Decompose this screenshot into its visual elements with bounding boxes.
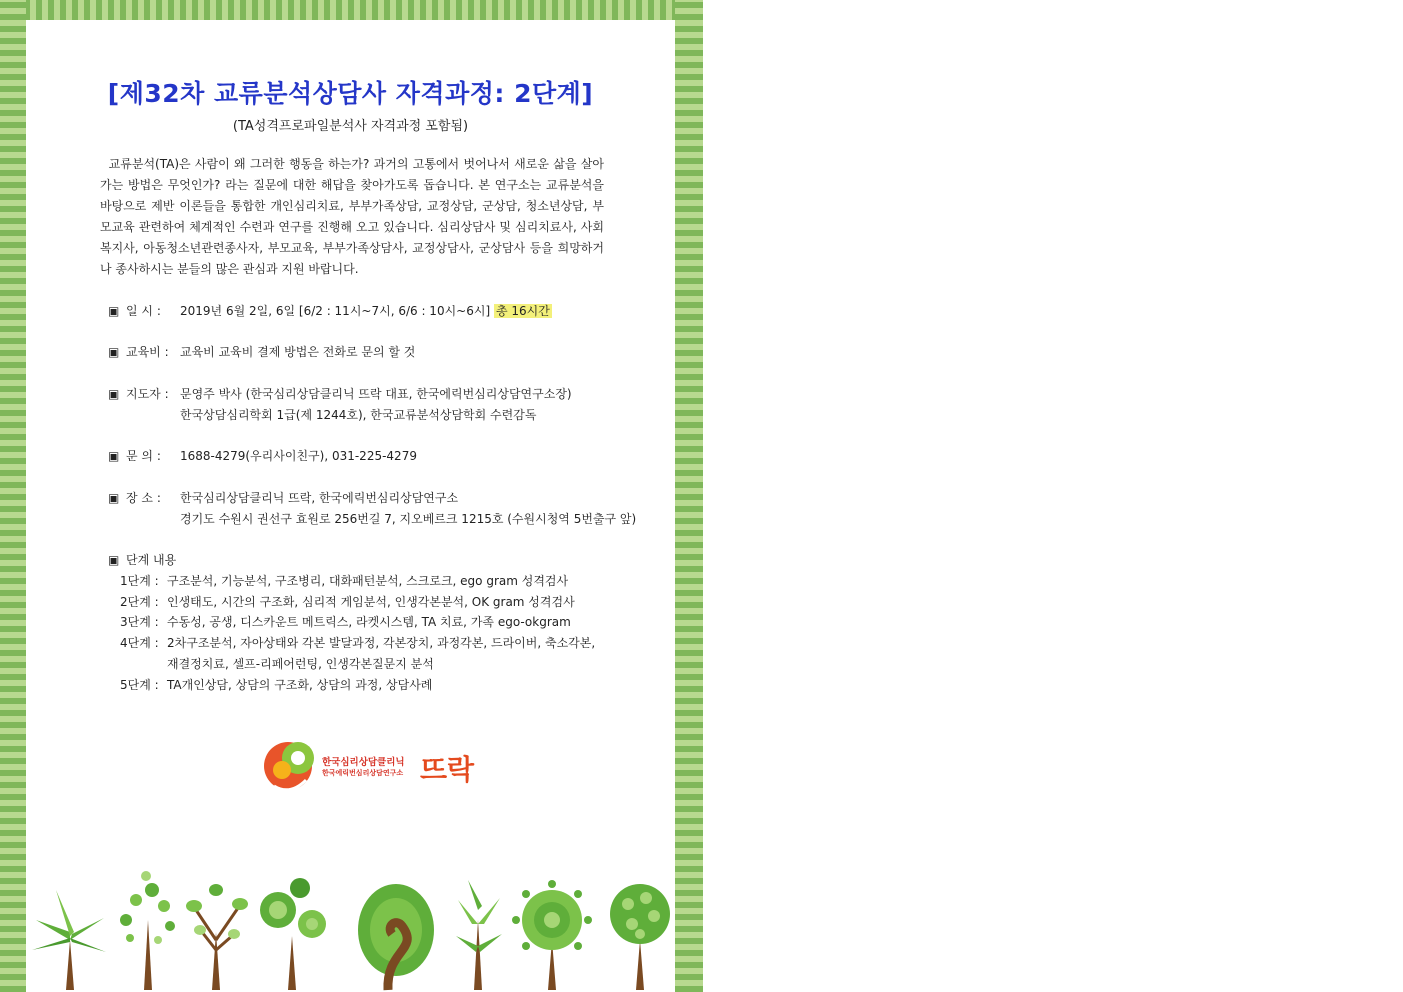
- bullet-icon: ▣: [108, 304, 120, 318]
- place-label: 장 소 :: [126, 491, 161, 505]
- round-tree-icon: [610, 884, 670, 990]
- stage-name: 3단계 :: [120, 615, 159, 629]
- schedule-total: 총 16시간: [495, 304, 550, 318]
- stage-text: 재결정치료, 셀프-리페어런팅, 인생각본질문지 분석: [167, 657, 434, 671]
- logo-line2: 한국에릭번심리상담연구소: [322, 769, 404, 777]
- instructor-label: 지도자 :: [126, 387, 169, 401]
- schedule-row: [108, 301, 552, 322]
- stage-text: 인생태도, 시간의 구조화, 심리적 게임분석, 인생각본분석, OK gram 성격검사: [167, 595, 575, 609]
- flyer-content: [26, 20, 675, 992]
- fee-row: [108, 342, 415, 363]
- place-row: [108, 488, 637, 526]
- instructor-line2: 한국상담심리학회 1급(제 1244호), 한국교류분석상담학회 수련감독: [180, 408, 537, 422]
- stages-header: 단계 내용: [126, 553, 177, 567]
- dotted-tree-icon: [120, 871, 175, 990]
- stage-text: 2차구조분석, 자아상태와 각본 발달과정, 각본장치, 과정각본, 드라이버, 축소각본,: [167, 636, 596, 650]
- page-title: [제32차 교류분석상담사 자격과정: 2단계]: [107, 79, 594, 108]
- border-right: [675, 0, 703, 992]
- stages-header-row: [108, 550, 176, 571]
- contact-text: 1688-4279(우리사이친구), 031-225-4279: [180, 449, 417, 463]
- instructor-line1: 문영주 박사 (한국심리상담클리닉 뜨락 대표, 한국에릭번심리상담연구소장): [180, 387, 572, 401]
- stage-name: 5단계 :: [120, 678, 159, 692]
- stage-text: 수동성, 공생, 디스카운트 메트릭스, 라켓시스템, TA 치료, 가족 ego-okgram: [167, 615, 571, 629]
- fee-label: 교육비 :: [126, 345, 169, 359]
- stage-name: 1단계 :: [120, 574, 159, 588]
- border-left: [0, 0, 26, 992]
- logo-brand: 뜨락: [420, 753, 475, 786]
- stage-row: [120, 633, 595, 654]
- contact-label: 문 의 :: [126, 449, 161, 463]
- instructor-row: [108, 384, 572, 422]
- place-line2: 경기도 수원시 권선구 효원로 256번길 7, 지오베르크 1215호 (수원시청역 5번출구 앞): [180, 512, 637, 526]
- bullet-icon: ▣: [108, 345, 120, 359]
- stage-row: [120, 612, 571, 633]
- border-top: [0, 0, 703, 20]
- spiral-tree-icon: [260, 878, 326, 990]
- schedule-text: 2019년 6월 2일, 6일 [6/2 : 11시~7시, 6/6 : 10시~6시]: [180, 304, 491, 318]
- sunburst-tree-icon: [512, 880, 592, 990]
- sapling-tree-icon: [456, 880, 502, 990]
- logo-line1: 한국심리상담클리닉: [322, 757, 405, 768]
- intro-text: 교류분석(TA)은 사람이 왜 그러한 행동을 하는가? 과거의 고통에서 벗어나서 새로운 삶을 살아가는 방법은 무엇인가? 라는 질문에 대한 해답을 찾아가도록 돕습니다. 본 연구소는 교류분석을 바탕으로 제반 이론들을 통합한 개인심리치료, 부부가족상담, 교정상담, 군상담, 청소년상담, 부모교육 관련하여 체계적인 수련과 연구를 진행해 오고 있습니다. 심리상담사 및 심리치료사, 사회복지사, 아동청소년관련종사자, 부모교육, 부부가족상담사, 교정상담사, 군상담사 등을 희망하거나 종사하시는 분들의 많은 관심과 지원 바랍니다.: [100, 157, 604, 276]
- stage-row: [120, 571, 568, 592]
- bullet-icon: ▣: [108, 553, 120, 567]
- logo-mark-icon: [260, 736, 320, 796]
- place-line1: 한국심리상담클리닉 뜨락, 한국에릭번심리상담연구소: [180, 491, 459, 505]
- bullet-icon: ▣: [108, 449, 120, 463]
- schedule-label: 일 시 :: [126, 304, 161, 318]
- stage-text: 구조분석, 기능분석, 구조병리, 대화패턴분석, 스크로크, ego gram 성격검사: [167, 574, 569, 588]
- page-subtitle: (TA성격프로파일분석사 자격과정 포함됨): [232, 119, 469, 134]
- trees-illustration: [26, 840, 675, 992]
- intro-paragraph: [100, 154, 604, 280]
- stage-name: 4단계 :: [120, 636, 159, 650]
- fee-text: 교육비 교육비 결제 방법은 전화로 문의 할 것: [180, 345, 416, 359]
- clinic-logo: [260, 736, 480, 796]
- palm-tree-icon: [32, 890, 106, 990]
- stage-row: [120, 675, 432, 696]
- stage-text: TA개인상담, 상담의 구조화, 상담의 과정, 상담사례: [167, 678, 433, 692]
- branch-tree-icon: [186, 884, 248, 990]
- stage-name: 2단계 :: [120, 595, 159, 609]
- stage-row: [120, 654, 434, 675]
- bullet-icon: ▣: [108, 491, 120, 505]
- bullet-icon: ▣: [108, 387, 120, 401]
- contact-row: [108, 446, 417, 467]
- swirl-tree-icon: [358, 884, 434, 990]
- stage-row: [120, 592, 575, 613]
